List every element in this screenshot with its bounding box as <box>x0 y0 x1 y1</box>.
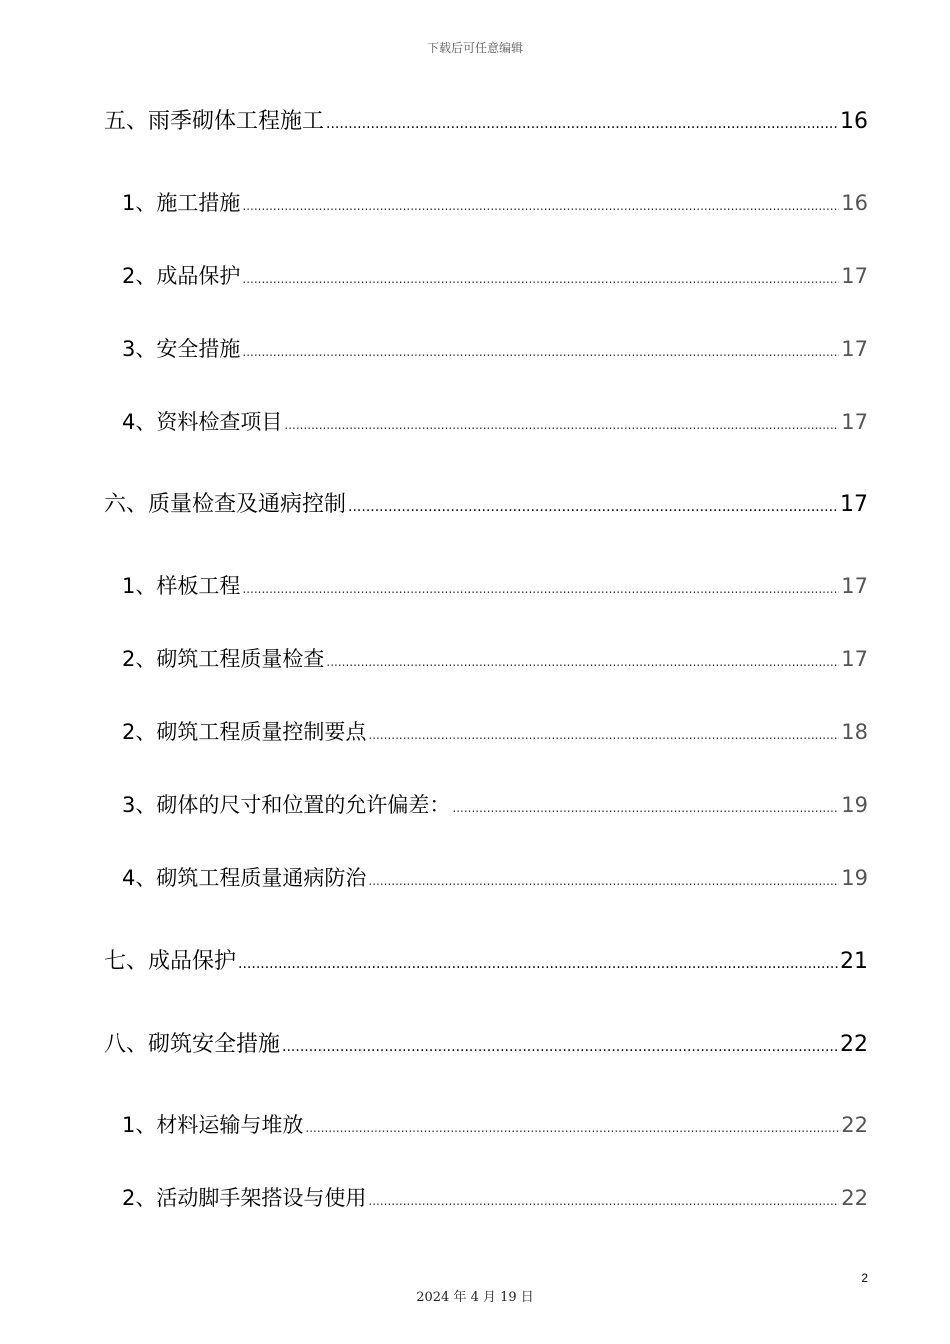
toc-entry-6-2[interactable] <box>122 643 868 673</box>
page-header: 下载后可任意编辑 <box>426 41 523 55</box>
toc-entry-page: 22 <box>840 1032 868 1057</box>
toc-entry-6-3[interactable] <box>122 789 868 819</box>
toc-entry-label: 2、活动脚手架搭设与使用 <box>122 1186 367 1210</box>
toc-entry-label: 2、砌筑工程质量控制要点 <box>122 720 367 744</box>
toc-entry-page: 17 <box>841 264 868 288</box>
toc-leader-dots <box>348 499 838 515</box>
toc-entry-label: 七、成品保护 <box>104 949 237 974</box>
toc-entry-page: 22 <box>841 1186 868 1210</box>
toc-entry-label: 1、样板工程 <box>122 574 241 598</box>
toc-entry-8-1[interactable] <box>122 1109 868 1139</box>
toc-leader-dots <box>368 1194 839 1208</box>
toc-leader-dots <box>242 199 839 213</box>
toc-leader-dots <box>452 801 839 815</box>
toc-entry-label: 八、砌筑安全措施 <box>104 1032 281 1057</box>
toc-leader-dots <box>326 116 838 132</box>
toc-entry-page: 17 <box>841 337 868 361</box>
toc-entry-label: 4、砌筑工程质量通病防治 <box>122 866 367 890</box>
toc-leader-dots <box>368 728 839 742</box>
toc-entry-8-2[interactable] <box>122 1182 868 1212</box>
page-footer-date: 2024 年 4 月 19 日 <box>416 1290 534 1305</box>
toc-entry-6-4[interactable] <box>122 862 868 892</box>
toc-entry-5-3[interactable] <box>122 333 868 363</box>
toc-entry-label: 2、砌筑工程质量检查 <box>122 647 325 671</box>
toc-entry-section-6[interactable] <box>104 487 868 518</box>
toc-entry-page: 17 <box>841 574 868 598</box>
toc-entry-page: 16 <box>841 191 868 215</box>
page-number: 2 <box>861 1271 868 1285</box>
toc-entry-page: 18 <box>841 720 868 744</box>
toc-entry-6-1[interactable] <box>122 570 868 600</box>
toc-entry-label: 五、雨季砌体工程施工 <box>104 109 325 134</box>
toc-entry-label: 4、资料检查项目 <box>122 410 283 434</box>
toc-entry-page: 16 <box>840 109 868 134</box>
toc-leader-dots <box>282 1039 838 1055</box>
toc-entry-5-2[interactable] <box>122 260 868 290</box>
toc-leader-dots <box>305 1121 839 1135</box>
toc-entry-page: 17 <box>840 492 868 517</box>
toc-entry-section-7[interactable] <box>104 944 868 975</box>
toc-entry-label: 2、成品保护 <box>122 264 241 288</box>
toc-entry-label: 1、材料运输与堆放 <box>122 1113 304 1137</box>
toc-entry-page: 19 <box>841 866 868 890</box>
toc-leader-dots <box>326 655 839 669</box>
toc-leader-dots <box>238 956 838 972</box>
toc-entry-page: 21 <box>840 949 868 974</box>
toc-entry-page: 17 <box>841 647 868 671</box>
toc-entry-label: 六、质量检查及通病控制 <box>104 492 347 517</box>
toc-leader-dots <box>242 272 839 286</box>
toc-entry-section-5[interactable] <box>104 104 868 135</box>
toc-entry-5-1[interactable] <box>122 187 868 217</box>
toc-entry-page: 17 <box>841 410 868 434</box>
toc-leader-dots <box>242 345 839 359</box>
toc-entry-label: 1、施工措施 <box>122 191 241 215</box>
toc-entry-section-8[interactable] <box>104 1027 868 1058</box>
toc-leader-dots <box>242 582 839 596</box>
toc-entry-label: 3、砌体的尺寸和位置的允许偏差： <box>122 793 451 817</box>
toc-leader-dots <box>284 418 839 432</box>
toc-entry-6-2b[interactable] <box>122 716 868 746</box>
toc-entry-label: 3、安全措施 <box>122 337 241 361</box>
toc-entry-page: 22 <box>841 1113 868 1137</box>
toc-leader-dots <box>368 874 839 888</box>
toc-entry-page: 19 <box>841 793 868 817</box>
toc-entry-5-4[interactable] <box>122 406 868 436</box>
